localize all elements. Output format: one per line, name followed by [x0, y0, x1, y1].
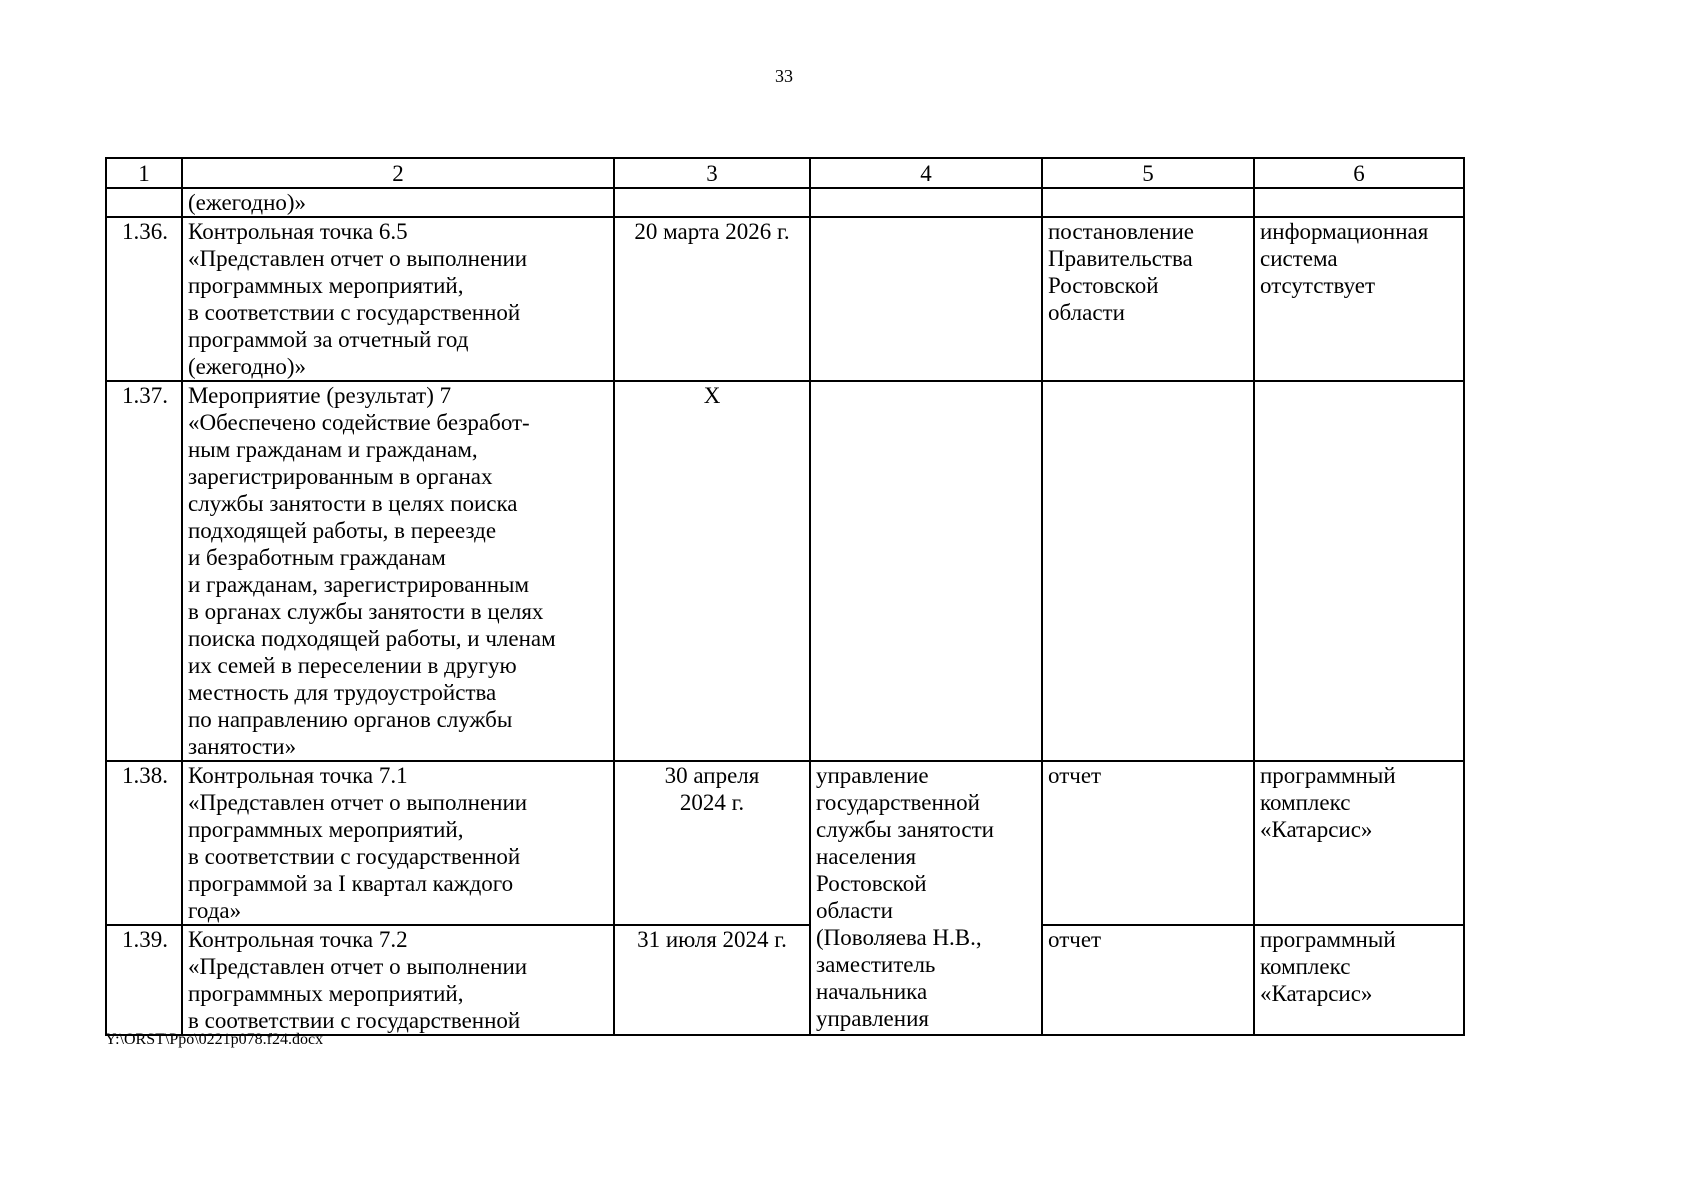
- row-document: отчет: [1042, 761, 1254, 925]
- row-text: (ежегодно)»: [182, 188, 614, 217]
- row-text: Мероприятие (результат) 7 «Обеспечено содействие безработ- ным гражданам и гражданам, зарегистрированным в органах службы занятости в целях поиска подходящей работы, в переезде и безработным гражданам и гражданам, зарегистрированным в органах службы занятости в целях поиска подходящей работы, и членам их семей в переселении в другую местность для трудоустройства по направлению органов службы занятости»: [182, 381, 614, 761]
- row-document: [1042, 381, 1254, 761]
- table-row: [106, 188, 1464, 217]
- row-number: 1.36.: [106, 217, 182, 381]
- row-date: [614, 188, 810, 217]
- row-responsible: управление государственной службы занятости населения Ростовской области (Поволяева Н.В., заместитель начальника управления: [810, 761, 1042, 1035]
- row-number: 1.37.: [106, 381, 182, 761]
- column-number: 4: [810, 158, 1042, 188]
- column-number: 2: [182, 158, 614, 188]
- row-text: Контрольная точка 6.5 «Представлен отчет о выполнении программных мероприятий, в соответствии с государственной программой за отчетный год (ежегодно)»: [182, 217, 614, 381]
- column-number: 1: [106, 158, 182, 188]
- row-document: отчет: [1042, 925, 1254, 1035]
- table-row: [106, 217, 1464, 381]
- row-document: [1042, 188, 1254, 217]
- row-text: Контрольная точка 7.2 «Представлен отчет о выполнении программных мероприятий, в соответствии с государственной: [182, 925, 614, 1035]
- row-responsible: [810, 217, 1042, 381]
- column-number: 3: [614, 158, 810, 188]
- file-path-footer: Y:\ORST\Ppo\0221p078.f24.docx: [105, 1031, 324, 1048]
- row-responsible: [810, 188, 1042, 217]
- row-system: программный комплекс «Катарсис»: [1254, 761, 1464, 925]
- row-date: Х: [614, 381, 810, 761]
- row-document: постановление Правительства Ростовской области: [1042, 217, 1254, 381]
- column-number-row: [106, 158, 1464, 188]
- row-system: программный комплекс «Катарсис»: [1254, 925, 1464, 1035]
- page-number: 33: [775, 66, 793, 86]
- table-row: [106, 925, 1464, 1035]
- row-number: [106, 188, 182, 217]
- column-number: 5: [1042, 158, 1254, 188]
- row-system: [1254, 381, 1464, 761]
- row-system: информационная система отсутствует: [1254, 217, 1464, 381]
- row-date: 20 марта 2026 г.: [614, 217, 810, 381]
- table-row: [106, 381, 1464, 761]
- row-text: Контрольная точка 7.1 «Представлен отчет о выполнении программных мероприятий, в соответствии с государственной программой за I квартал каждого года»: [182, 761, 614, 925]
- row-number: 1.39.: [106, 925, 182, 1035]
- table-row: [106, 761, 1464, 925]
- row-responsible: [810, 381, 1042, 761]
- row-system: [1254, 188, 1464, 217]
- row-number: 1.38.: [106, 761, 182, 925]
- row-date: 31 июля 2024 г.: [614, 925, 810, 1035]
- column-number: 6: [1254, 158, 1464, 188]
- program-table: [105, 157, 1465, 1036]
- row-date: 30 апреля 2024 г.: [614, 761, 810, 925]
